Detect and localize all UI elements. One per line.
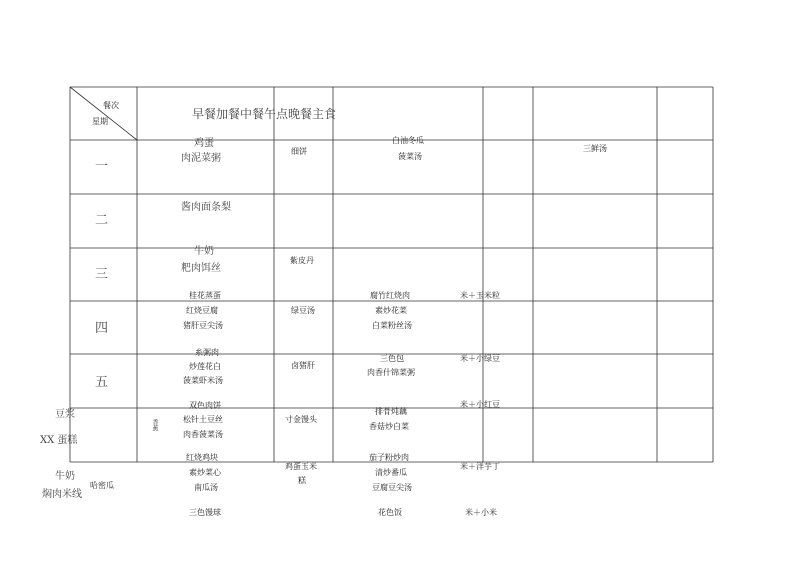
- row7-lunch-2: 清炒番瓜: [375, 468, 407, 477]
- row7-snack-1: 鸡蛋玉米: [285, 462, 317, 471]
- row5-breakfast-1: 糸粥肉: [195, 348, 219, 357]
- row4-staple: 米＋玉米粒: [460, 291, 500, 300]
- row7-breakfast-3: 南瓜汤: [194, 483, 218, 492]
- row4-lunch-2: 素炒花菜: [375, 306, 407, 315]
- day-label-fri: 五: [95, 375, 109, 390]
- row7-breakfast-1: 红烧鸡块: [186, 453, 218, 462]
- row1-lunch-2: 菠菜汤: [398, 152, 422, 161]
- row3-breakfast-2: 粑肉饵丝: [181, 263, 221, 274]
- row6-staple: 米＋小红豆: [460, 400, 500, 409]
- row6-breakfast-3: 肉香菠菜汤: [183, 430, 223, 439]
- row7-lunch-1: 茄子粉炒肉: [369, 453, 409, 462]
- row5-breakfast-3: 菠菜虾米汤: [183, 376, 223, 385]
- day-label-mon: 一: [95, 159, 109, 174]
- row4-snack: 绿豆汤: [291, 306, 315, 315]
- row6-lunch-2: 香菇炒白菜: [369, 422, 409, 431]
- row1-lunch-1: 白油冬瓜: [392, 136, 424, 145]
- row7-breakfast-2: 素炒菜心: [189, 468, 221, 477]
- left-note-2: XX 蛋糕: [40, 435, 78, 446]
- row1-breakfast-1: 鸡蛋: [194, 138, 214, 149]
- row6-snack: 寸金馒头: [285, 415, 317, 424]
- row6-breakfast-2: 松针土豆丝: [183, 415, 223, 424]
- header-corner-meal: 餐次: [103, 101, 119, 110]
- left-note-4: 焖肉米线: [42, 489, 82, 500]
- row8-breakfast: 三色馒球: [189, 508, 221, 517]
- row6-breakfast-1: 双色肉饼: [189, 401, 221, 410]
- row7-lunch-3: 豆腐豆尖汤: [372, 483, 412, 492]
- header-meal-titles: 早餐加餐中餐午点晚餐主食: [192, 107, 337, 121]
- row6-lunch-1: 排骨炖藕: [375, 407, 407, 416]
- left-note-5: 哈密瓜: [90, 481, 114, 490]
- day-label-thu: 四: [95, 321, 109, 336]
- left-note-3: 牛奶: [55, 471, 75, 482]
- row2-breakfast: 酱肉面条梨: [181, 202, 231, 213]
- row6-vertical-label: 香蕉: [151, 419, 158, 431]
- header-corner-weekday: 星期: [92, 117, 108, 126]
- row5-staple: 米＋小绿豆: [460, 354, 500, 363]
- row5-breakfast-2: 炒莲花白: [189, 362, 221, 371]
- row3-breakfast-1: 牛奶: [194, 246, 214, 257]
- row7-snack-2: 糕: [298, 476, 306, 485]
- row1-dinner: 三鲜汤: [583, 144, 607, 153]
- row4-lunch-1: 腐竹红烧肉: [370, 291, 410, 300]
- row1-breakfast-2: 肉泥菜粥: [181, 153, 221, 164]
- day-label-tue: 二: [95, 213, 109, 228]
- row8-staple: 米＋小米: [465, 508, 497, 517]
- row7-staple: 米＋洋芋丁: [460, 462, 500, 471]
- row1-snack: 细饼: [291, 147, 307, 156]
- row4-breakfast-3: 猪肝豆尖汤: [183, 321, 223, 330]
- left-note-1: 豆浆: [55, 409, 75, 420]
- row4-breakfast-1: 桂花蒸蛋: [189, 291, 221, 300]
- row4-lunch-3: 白菜粉丝汤: [372, 321, 412, 330]
- row8-lunch: 花色饭: [378, 508, 402, 517]
- row5-lunch-2: 肉香什锦菜粥: [367, 368, 415, 377]
- day-label-wed: 三: [95, 267, 109, 282]
- row5-lunch-1: 三色包: [380, 354, 404, 363]
- row5-snack: 卤猪肝: [291, 361, 315, 370]
- row3-snack: 紫皮丹: [290, 256, 314, 265]
- row4-breakfast-2: 红烧豆腐: [186, 306, 218, 315]
